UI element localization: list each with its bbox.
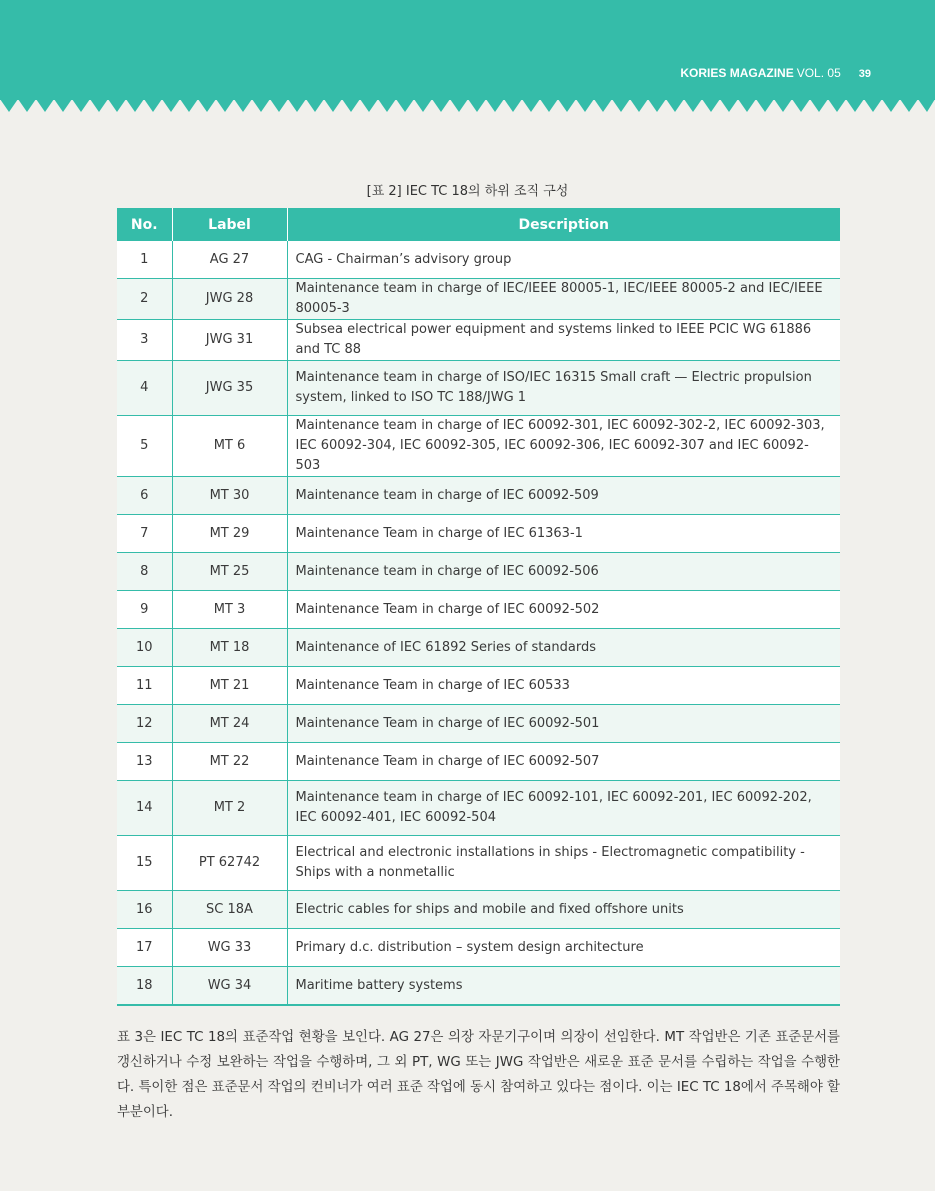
row-label: MT 25 bbox=[172, 553, 287, 591]
row-description: Maintenance Team in charge of IEC 60533 bbox=[287, 667, 840, 705]
magazine-info bbox=[680, 66, 871, 80]
row-label: PT 62742 bbox=[172, 836, 287, 891]
row-number: 3 bbox=[117, 320, 172, 361]
table-row bbox=[117, 320, 840, 361]
row-label: MT 2 bbox=[172, 781, 287, 836]
row-description: Electric cables for ships and mobile and fixed offshore units bbox=[287, 891, 840, 929]
table-row bbox=[117, 629, 840, 667]
magazine-volume: VOL. 05 bbox=[796, 66, 841, 80]
row-description: Maritime battery systems bbox=[287, 967, 840, 1006]
row-number: 17 bbox=[117, 929, 172, 967]
row-description: Maintenance team in charge of IEC 60092-506 bbox=[287, 553, 840, 591]
row-number: 10 bbox=[117, 629, 172, 667]
table-row bbox=[117, 241, 840, 279]
organization-table bbox=[117, 208, 840, 1006]
row-number: 15 bbox=[117, 836, 172, 891]
row-description: Electrical and electronic installations in ships - Electromagnetic compatibility - Ships with a nonmetallic bbox=[287, 836, 840, 891]
row-description: Maintenance Team in charge of IEC 61363-1 bbox=[287, 515, 840, 553]
header-band bbox=[0, 0, 935, 100]
table-row bbox=[117, 361, 840, 416]
row-description: Maintenance Team in charge of IEC 60092-507 bbox=[287, 743, 840, 781]
row-number: 2 bbox=[117, 279, 172, 320]
row-number: 1 bbox=[117, 241, 172, 279]
row-number: 13 bbox=[117, 743, 172, 781]
table-row bbox=[117, 705, 840, 743]
table-row bbox=[117, 667, 840, 705]
table-row bbox=[117, 553, 840, 591]
table-row bbox=[117, 591, 840, 629]
table-row bbox=[117, 743, 840, 781]
magazine-name: KORIES MAGAZINE bbox=[680, 66, 794, 80]
row-description: Maintenance of IEC 61892 Series of standards bbox=[287, 629, 840, 667]
table-row bbox=[117, 477, 840, 515]
row-label: MT 30 bbox=[172, 477, 287, 515]
page-number: 39 bbox=[858, 68, 871, 80]
row-number: 4 bbox=[117, 361, 172, 416]
row-label: AG 27 bbox=[172, 241, 287, 279]
row-number: 12 bbox=[117, 705, 172, 743]
row-label: SC 18A bbox=[172, 891, 287, 929]
row-label: MT 24 bbox=[172, 705, 287, 743]
row-number: 8 bbox=[117, 553, 172, 591]
row-number: 11 bbox=[117, 667, 172, 705]
row-description: Maintenance team in charge of ISO/IEC 16315 Small craft — Electric propulsion system, linked to ISO TC 188/JWG 1 bbox=[287, 361, 840, 416]
row-description: Primary d.c. distribution – system design architecture bbox=[287, 929, 840, 967]
table-row bbox=[117, 891, 840, 929]
table-row bbox=[117, 515, 840, 553]
column-header-label: Label bbox=[172, 208, 287, 241]
table-row bbox=[117, 836, 840, 891]
row-label: WG 33 bbox=[172, 929, 287, 967]
zigzag-border bbox=[0, 99, 935, 113]
row-label: MT 6 bbox=[172, 416, 287, 477]
row-description: Maintenance Team in charge of IEC 60092-502 bbox=[287, 591, 840, 629]
row-label: MT 21 bbox=[172, 667, 287, 705]
column-header-no: No. bbox=[117, 208, 172, 241]
row-number: 6 bbox=[117, 477, 172, 515]
table-header-row bbox=[117, 208, 840, 241]
row-description: Maintenance team in charge of IEC 60092-301, IEC 60092-302-2, IEC 60092-303, IEC 60092-304, IEC 60092-305, IEC 60092-306, IEC 60092-307 and IEC 60092-503 bbox=[287, 416, 840, 477]
row-number: 9 bbox=[117, 591, 172, 629]
row-label: JWG 31 bbox=[172, 320, 287, 361]
table-row bbox=[117, 781, 840, 836]
row-description: Maintenance team in charge of IEC/IEEE 80005-1, IEC/IEEE 80005-2 and IEC/IEEE 80005-3 bbox=[287, 279, 840, 320]
row-description: Subsea electrical power equipment and systems linked to IEEE PCIC WG 61886 and TC 88 bbox=[287, 320, 840, 361]
table-row bbox=[117, 967, 840, 1006]
row-label: JWG 28 bbox=[172, 279, 287, 320]
table-row bbox=[117, 279, 840, 320]
row-label: WG 34 bbox=[172, 967, 287, 1006]
row-description: CAG - Chairman’s advisory group bbox=[287, 241, 840, 279]
row-label: MT 18 bbox=[172, 629, 287, 667]
row-number: 14 bbox=[117, 781, 172, 836]
row-label: MT 3 bbox=[172, 591, 287, 629]
table-caption: [표 2] IEC TC 18의 하위 조직 구성 bbox=[366, 184, 569, 199]
column-header-description: Description bbox=[287, 208, 840, 241]
row-label: MT 29 bbox=[172, 515, 287, 553]
body-paragraph: 표 3은 IEC TC 18의 표준작업 현황을 보인다. AG 27은 의장 자문기구이며 의장이 선임한다. MT 작업반은 기존 표준문서를 갱신하거나 수정 보완하는 작업을 수행하며, 그 외 PT, WG 또는 JWG 작업반은 새로운 표준 문서를 수립하는 작업을 수행한다. 특이한 점은 표준문서 작업의 컨비너가 여러 표준 작업에 동시 참여하고 있다는 점이다. 이는 IEC TC 18에서 주목해야 할 부분이다. bbox=[117, 1030, 840, 1121]
row-description: Maintenance Team in charge of IEC 60092-501 bbox=[287, 705, 840, 743]
row-label: MT 22 bbox=[172, 743, 287, 781]
row-description: Maintenance team in charge of IEC 60092-509 bbox=[287, 477, 840, 515]
table-row bbox=[117, 929, 840, 967]
row-label: JWG 35 bbox=[172, 361, 287, 416]
row-number: 7 bbox=[117, 515, 172, 553]
table-row bbox=[117, 416, 840, 477]
row-description: Maintenance team in charge of IEC 60092-101, IEC 60092-201, IEC 60092-202, IEC 60092-401, IEC 60092-504 bbox=[287, 781, 840, 836]
row-number: 16 bbox=[117, 891, 172, 929]
row-number: 5 bbox=[117, 416, 172, 477]
row-number: 18 bbox=[117, 967, 172, 1006]
